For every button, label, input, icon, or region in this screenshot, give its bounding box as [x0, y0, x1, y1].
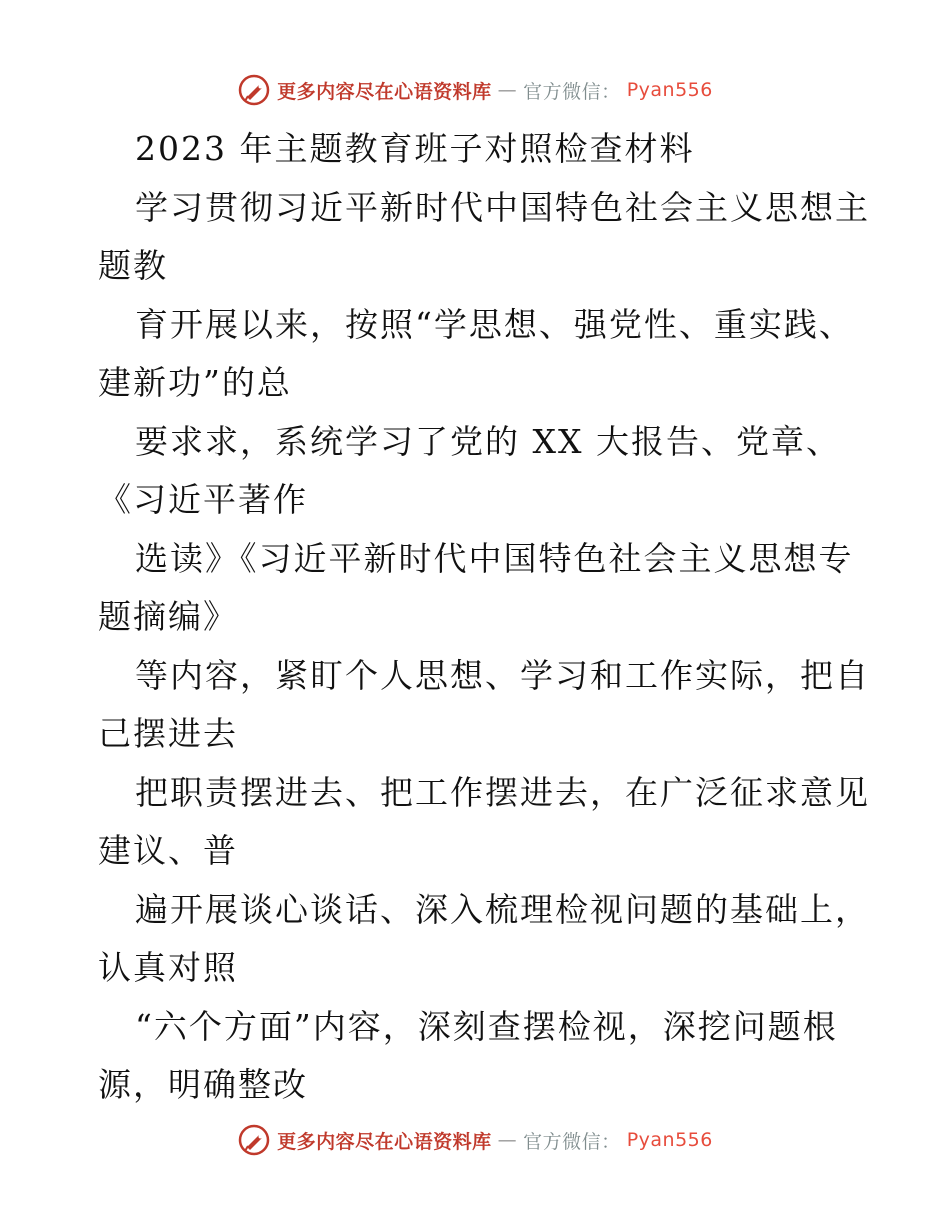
footer-watermark [0, 1120, 950, 1160]
body-line: 学习贯彻习近平新时代中国特色社会主义思想主 [135, 187, 870, 227]
body-line: 源，明确整改 [98, 1065, 308, 1104]
header-watermark [0, 70, 950, 110]
document-body [98, 120, 870, 1115]
body-line: 《习近平著作 [98, 480, 308, 519]
body-line: 要求求，系统学习了党的 XX 大报告、党章、 [135, 421, 841, 461]
watermark-wechat-id: Pyan556 [626, 79, 713, 101]
watermark-official-label: 官方微信： [523, 1130, 621, 1153]
body-line: 把职责摆进去、把工作摆进去，在广泛征求意见 [135, 772, 870, 812]
body-line: 己摆进去 [98, 714, 238, 753]
watermark-dash: — [497, 1129, 518, 1151]
watermark-group [237, 1123, 713, 1157]
body-line: 建新功”的总 [98, 363, 292, 402]
body-line: 等内容，紧盯个人思想、学习和工作实际，把自 [135, 655, 870, 695]
body-line: “六个方面”内容，深刻查摆检视，深挖问题根 [135, 1006, 838, 1046]
body-line: 题教 [98, 246, 168, 285]
body-line: 遍开展谈心谈话、深入梳理检视问题的基础上， [135, 889, 870, 929]
watermark-group [237, 73, 713, 107]
body-line: 认真对照 [98, 948, 238, 987]
body-line: 选读》《习近平新时代中国特色社会主义思想专 [135, 538, 854, 578]
watermark-official-label: 官方微信： [523, 80, 621, 103]
pen-nib-logo-icon [237, 73, 271, 107]
body-line: 建议、普 [98, 831, 238, 870]
body-line: 题摘编》 [98, 597, 238, 636]
watermark-wechat-id: Pyan556 [626, 1129, 713, 1151]
pen-nib-logo-icon [237, 1123, 271, 1157]
watermark-site-text: 更多内容尽在心语资料库 [277, 80, 492, 103]
watermark-dash: — [497, 79, 518, 101]
body-line: 育开展以来，按照“学思想、强党性、重实践、 [135, 304, 854, 344]
document-title: 2023 年主题教育班子对照检查材料 [135, 129, 695, 168]
watermark-site-text: 更多内容尽在心语资料库 [277, 1130, 492, 1153]
